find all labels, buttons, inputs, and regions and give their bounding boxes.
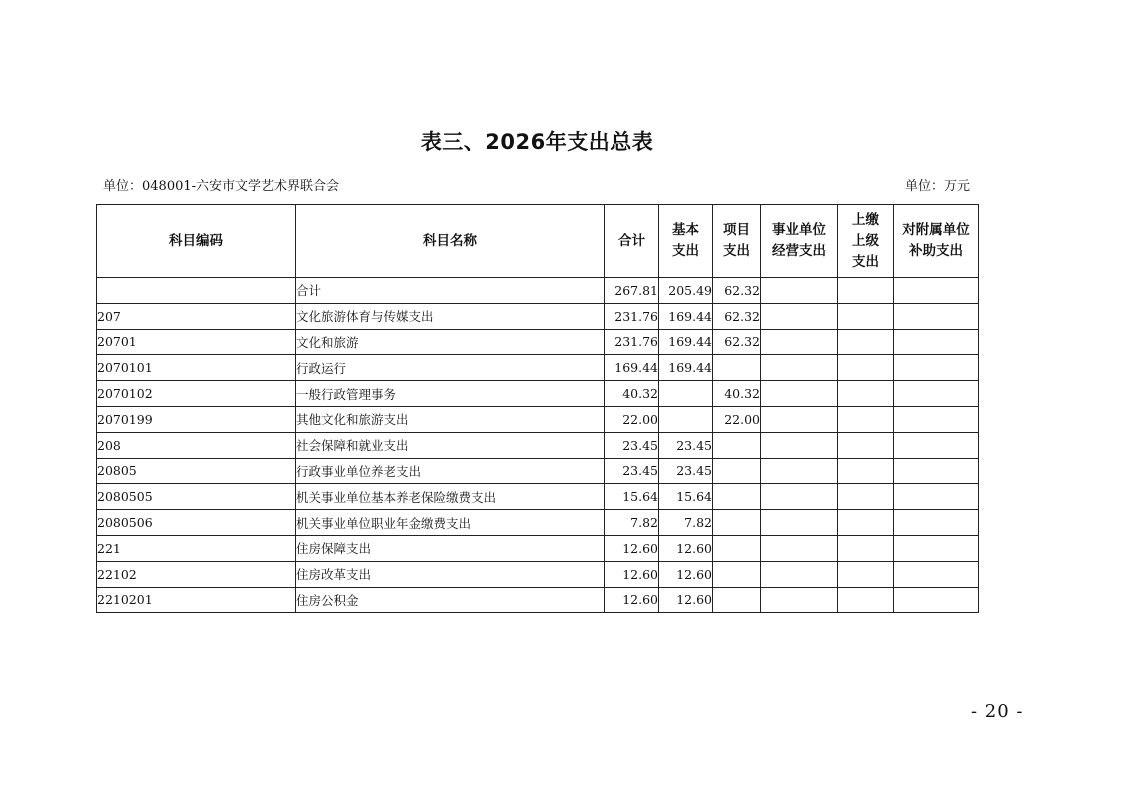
cell-upper bbox=[838, 406, 894, 432]
cell-business bbox=[761, 561, 838, 587]
table-row bbox=[97, 484, 979, 510]
cell-name: 住房改革支出 bbox=[296, 561, 605, 587]
cell-total: 231.76 bbox=[605, 303, 659, 329]
cell-name: 住房保障支出 bbox=[296, 535, 605, 561]
cell-upper bbox=[838, 510, 894, 536]
cell-basic: 23.45 bbox=[659, 458, 713, 484]
table-row bbox=[97, 381, 979, 407]
cell-business bbox=[761, 278, 838, 304]
table-row bbox=[97, 561, 979, 587]
cell-name: 行政事业单位养老支出 bbox=[296, 458, 605, 484]
cell-business bbox=[761, 303, 838, 329]
cell-business bbox=[761, 587, 838, 613]
cell-project: 40.32 bbox=[713, 381, 761, 407]
cell-business bbox=[761, 381, 838, 407]
cell-subsidy bbox=[894, 278, 979, 304]
cell-basic: 12.60 bbox=[659, 535, 713, 561]
table-title: 表三、2026年支出总表 bbox=[420, 130, 654, 154]
cell-total: 12.60 bbox=[605, 561, 659, 587]
cell-basic: 7.82 bbox=[659, 510, 713, 536]
cell-basic: 169.44 bbox=[659, 329, 713, 355]
cell-upper bbox=[838, 329, 894, 355]
cell-project bbox=[713, 535, 761, 561]
cell-upper bbox=[838, 561, 894, 587]
cell-code: 208 bbox=[97, 432, 296, 458]
cell-total: 7.82 bbox=[605, 510, 659, 536]
cell-business bbox=[761, 484, 838, 510]
table-row bbox=[97, 355, 979, 381]
cell-code: 20805 bbox=[97, 458, 296, 484]
cell-project bbox=[713, 432, 761, 458]
cell-upper bbox=[838, 484, 894, 510]
unit-organization: 单位：048001-六安市文学艺术界联合会 bbox=[103, 179, 340, 194]
cell-code: 2070102 bbox=[97, 381, 296, 407]
cell-project bbox=[713, 587, 761, 613]
cell-basic: 169.44 bbox=[659, 303, 713, 329]
expenditure-table bbox=[96, 204, 979, 613]
cell-name: 其他文化和旅游支出 bbox=[296, 406, 605, 432]
cell-project: 62.32 bbox=[713, 278, 761, 304]
table-row bbox=[97, 406, 979, 432]
cell-upper bbox=[838, 278, 894, 304]
cell-total: 40.32 bbox=[605, 381, 659, 407]
cell-code: 2080505 bbox=[97, 484, 296, 510]
cell-name: 机关事业单位基本养老保险缴费支出 bbox=[296, 484, 605, 510]
cell-total: 12.60 bbox=[605, 587, 659, 613]
cell-code: 2070101 bbox=[97, 355, 296, 381]
table-row bbox=[97, 510, 979, 536]
cell-name: 社会保障和就业支出 bbox=[296, 432, 605, 458]
cell-business bbox=[761, 432, 838, 458]
cell-subsidy bbox=[894, 432, 979, 458]
cell-code: 2070199 bbox=[97, 406, 296, 432]
cell-basic: 12.60 bbox=[659, 587, 713, 613]
cell-basic bbox=[659, 406, 713, 432]
cell-name: 文化和旅游 bbox=[296, 329, 605, 355]
cell-code: 20701 bbox=[97, 329, 296, 355]
cell-project bbox=[713, 561, 761, 587]
cell-total: 12.60 bbox=[605, 535, 659, 561]
cell-code: 22102 bbox=[97, 561, 296, 587]
cell-business bbox=[761, 510, 838, 536]
cell-code: 2080506 bbox=[97, 510, 296, 536]
cell-subsidy bbox=[894, 406, 979, 432]
table-row bbox=[97, 329, 979, 355]
cell-business bbox=[761, 329, 838, 355]
cell-project bbox=[713, 510, 761, 536]
unit-currency: 单位：万元 bbox=[904, 179, 970, 194]
cell-project bbox=[713, 458, 761, 484]
cell-upper bbox=[838, 432, 894, 458]
header-upper: 上缴上级支出 bbox=[838, 205, 894, 278]
cell-name: 合计 bbox=[296, 278, 605, 304]
cell-basic: 23.45 bbox=[659, 432, 713, 458]
cell-basic bbox=[659, 381, 713, 407]
cell-business bbox=[761, 535, 838, 561]
cell-total: 169.44 bbox=[605, 355, 659, 381]
cell-total: 231.76 bbox=[605, 329, 659, 355]
cell-basic: 169.44 bbox=[659, 355, 713, 381]
header-total: 合计 bbox=[605, 205, 659, 278]
cell-name: 一般行政管理事务 bbox=[296, 381, 605, 407]
cell-project: 22.00 bbox=[713, 406, 761, 432]
cell-upper bbox=[838, 355, 894, 381]
cell-basic: 12.60 bbox=[659, 561, 713, 587]
cell-upper bbox=[838, 458, 894, 484]
cell-subsidy bbox=[894, 484, 979, 510]
cell-project: 62.32 bbox=[713, 303, 761, 329]
cell-upper bbox=[838, 535, 894, 561]
cell-code bbox=[97, 278, 296, 304]
page-number: - 20 - bbox=[971, 701, 1024, 722]
table-row bbox=[97, 303, 979, 329]
cell-basic: 205.49 bbox=[659, 278, 713, 304]
cell-upper bbox=[838, 587, 894, 613]
cell-subsidy bbox=[894, 303, 979, 329]
cell-total: 267.81 bbox=[605, 278, 659, 304]
cell-name: 行政运行 bbox=[296, 355, 605, 381]
cell-subsidy bbox=[894, 355, 979, 381]
cell-subsidy bbox=[894, 381, 979, 407]
header-project: 项目支出 bbox=[713, 205, 761, 278]
cell-total: 23.45 bbox=[605, 458, 659, 484]
table-row bbox=[97, 535, 979, 561]
cell-subsidy bbox=[894, 329, 979, 355]
cell-name: 机关事业单位职业年金缴费支出 bbox=[296, 510, 605, 536]
header-business: 事业单位经营支出 bbox=[761, 205, 838, 278]
cell-upper bbox=[838, 381, 894, 407]
cell-subsidy bbox=[894, 510, 979, 536]
header-code: 科目编码 bbox=[97, 205, 296, 278]
cell-total: 22.00 bbox=[605, 406, 659, 432]
header-row bbox=[97, 205, 979, 278]
cell-project: 62.32 bbox=[713, 329, 761, 355]
table-row bbox=[97, 278, 979, 304]
table-row bbox=[97, 432, 979, 458]
cell-project bbox=[713, 484, 761, 510]
cell-code: 221 bbox=[97, 535, 296, 561]
cell-basic: 15.64 bbox=[659, 484, 713, 510]
cell-subsidy bbox=[894, 587, 979, 613]
cell-subsidy bbox=[894, 458, 979, 484]
header-subsidy: 对附属单位补助支出 bbox=[894, 205, 979, 278]
header-basic: 基本支出 bbox=[659, 205, 713, 278]
cell-name: 文化旅游体育与传媒支出 bbox=[296, 303, 605, 329]
table-body bbox=[97, 278, 979, 613]
cell-business bbox=[761, 355, 838, 381]
table-row bbox=[97, 587, 979, 613]
table-row bbox=[97, 458, 979, 484]
cell-project bbox=[713, 355, 761, 381]
cell-name: 住房公积金 bbox=[296, 587, 605, 613]
cell-total: 15.64 bbox=[605, 484, 659, 510]
cell-upper bbox=[838, 303, 894, 329]
cell-code: 2210201 bbox=[97, 587, 296, 613]
cell-subsidy bbox=[894, 561, 979, 587]
cell-code: 207 bbox=[97, 303, 296, 329]
cell-business bbox=[761, 406, 838, 432]
cell-total: 23.45 bbox=[605, 432, 659, 458]
header-name: 科目名称 bbox=[296, 205, 605, 278]
cell-business bbox=[761, 458, 838, 484]
cell-subsidy bbox=[894, 535, 979, 561]
